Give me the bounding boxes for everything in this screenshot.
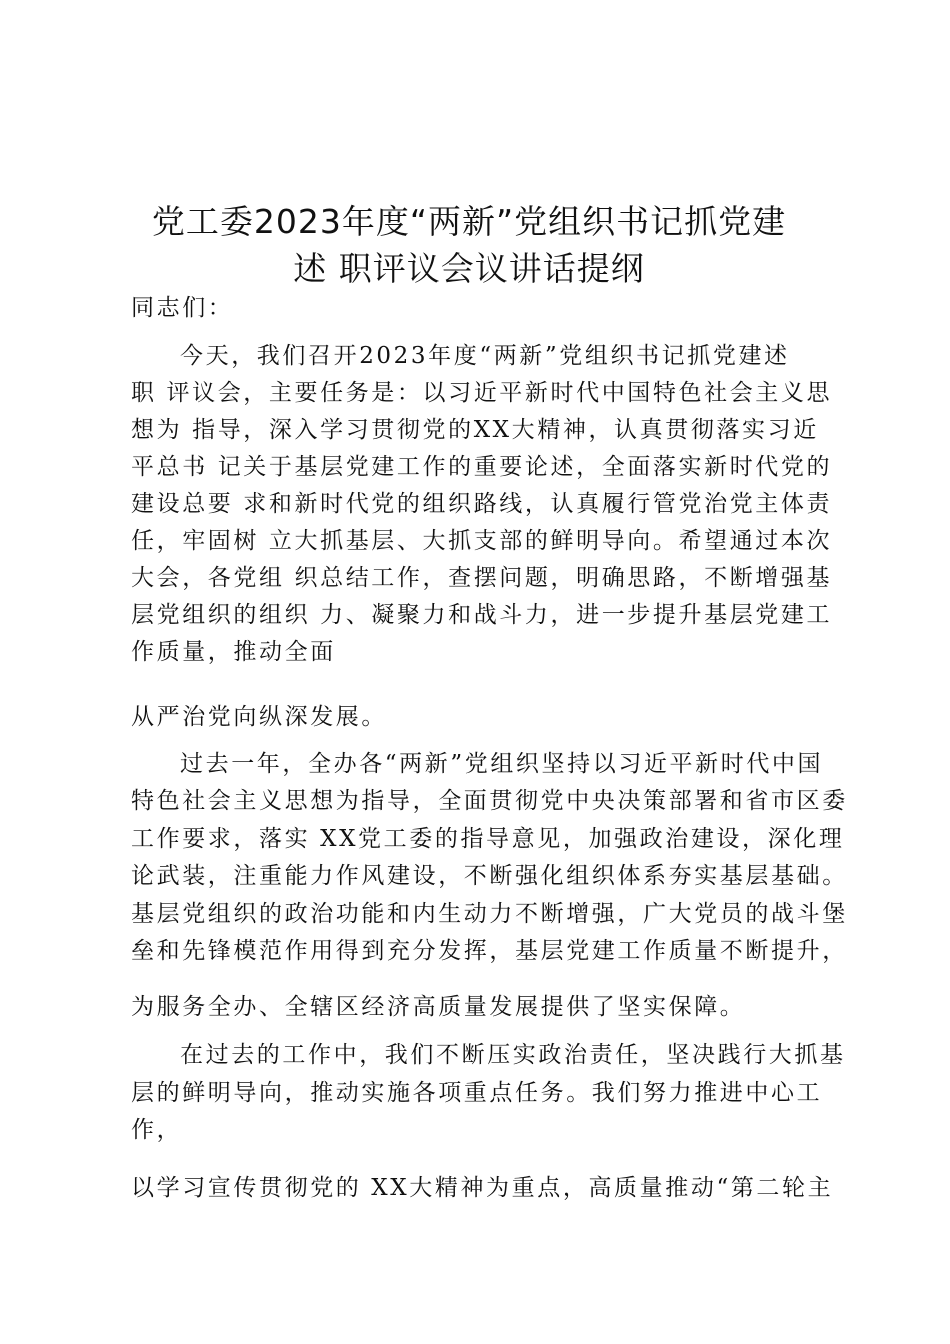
body-line: 过去一年，全办各“两新”党组织坚持以习近平新时代中国: [180, 751, 824, 777]
salutation: 同志们：: [131, 295, 234, 321]
body-line: 大会，各党组 织总结工作，查摆问题，明确思路，不断增强基: [131, 565, 833, 591]
body-line: 在过去的工作中，我们不断压实政治责任，坚决践行大抓基: [180, 1042, 846, 1068]
body-line: 作质量，推动全面: [131, 639, 336, 665]
body-line: 职 评议会，主要任务是：以习近平新时代中国特色社会主义思: [131, 380, 833, 406]
body-line: 建设总要 求和新时代党的组织路线，认真履行管党治党主体责: [131, 491, 833, 517]
body-line: 从严治党向纵深发展。: [131, 704, 387, 730]
body-line: 层党组织的组织 力、凝聚力和战斗力，进一步提升基层党建工: [131, 602, 833, 628]
body-line: 层的鲜明导向，推动实施各项重点任务。我们努力推进中心工: [131, 1080, 823, 1106]
body-line: 基层党组织的政治功能和内生动力不断增强，广大党员的战斗堡: [131, 901, 848, 927]
body-line: 特色社会主义思想为指导，全面贯彻党中央决策部署和省市区委: [131, 788, 848, 814]
body-line: 任，牢固树 立大抓基层、大抓支部的鲜明导向。希望通过本次: [131, 528, 833, 554]
body-line: 工作要求，落实 XX党工委的指导意见，加强政治建设，深化理: [131, 826, 845, 852]
body-line: 为服务全办、全辖区经济高质量发展提供了坚实保障。: [131, 994, 746, 1020]
document-title-line-2: 述 职评议会议讲话提纲: [293, 249, 645, 288]
document-title-line-1: 党工委2023年度“两新”党组织书记抓党建: [151, 202, 787, 241]
body-line: 今天，我们召开2023年度“两新”党组织书记抓党建述: [180, 343, 790, 369]
body-line: 想为 指导，深入学习贯彻党的XX大精神，认真贯彻落实习近: [131, 417, 819, 443]
body-line: 平总书 记关于基层党建工作的重要论述，全面落实新时代党的: [131, 454, 833, 480]
body-line: 垒和先锋模范作用得到充分发挥，基层党建工作质量不断提升，: [131, 938, 848, 964]
body-line: 作，: [131, 1117, 183, 1143]
body-line: 论武装，注重能力作风建设，不断强化组织体系夯实基层基础。: [131, 863, 848, 889]
body-line: 以学习宣传贯彻党的 XX大精神为重点，高质量推动“第二轮主: [131, 1175, 834, 1201]
